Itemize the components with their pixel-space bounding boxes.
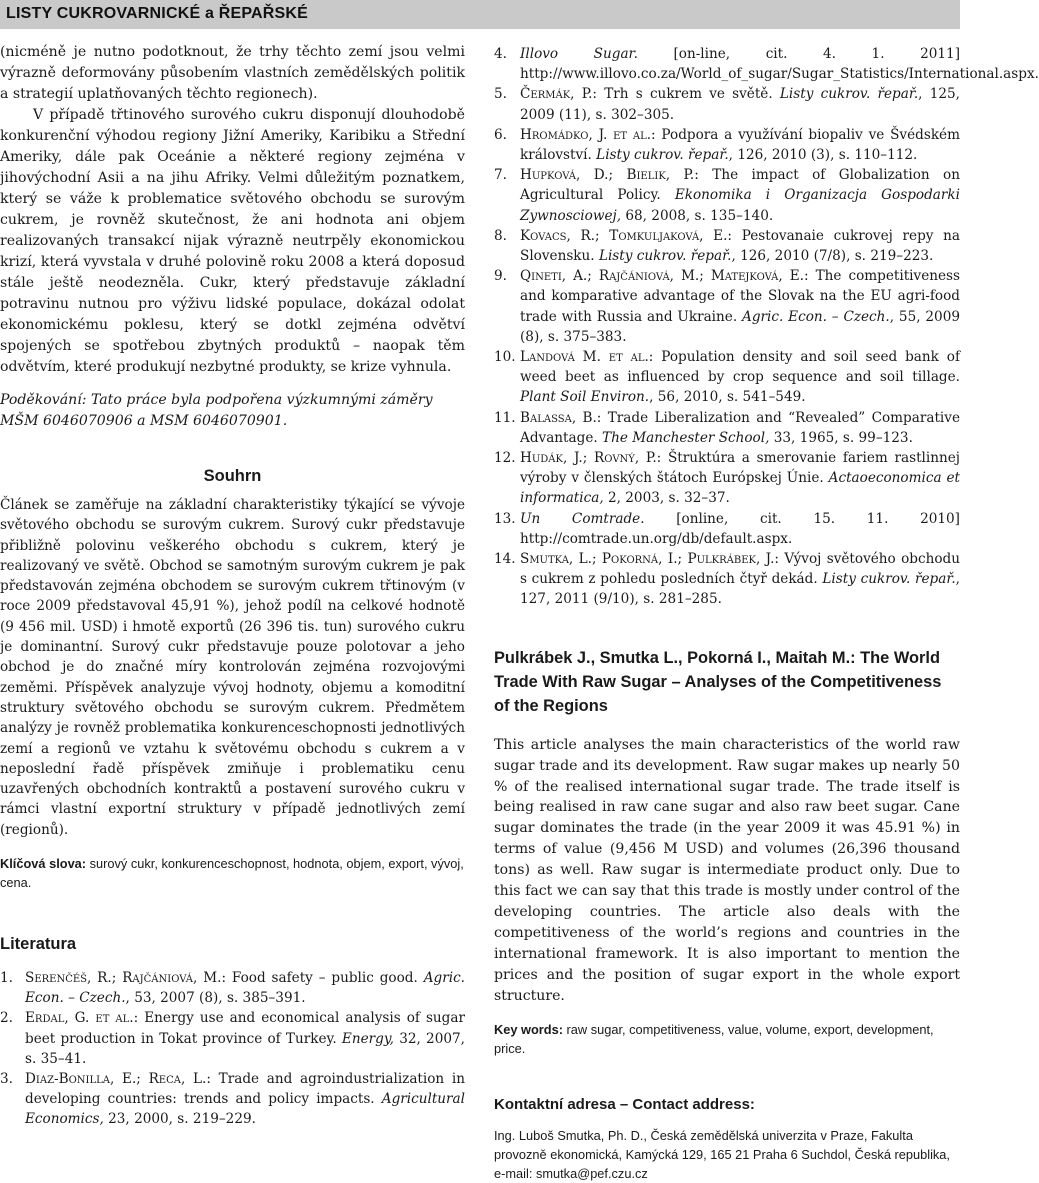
reference-item [494, 125, 960, 165]
reference-number: 12. [494, 450, 516, 467]
reference-number: 9. [494, 268, 507, 285]
reference-journal: Agricultural Economics, [25, 1091, 465, 1128]
reference-title: [online, cit. 15. 11. 2010] http://comtrade.un.org/db/default.aspx. [520, 510, 960, 547]
reference-number: 2. [0, 1010, 13, 1027]
reference-details: , 53, 2007 (8), s. 385–391. [125, 990, 306, 1007]
summary-text: Článek se zaměřuje na základní charakteristiky týkající se vývoje světového obchodu se surovým cukrem. Surový cukr představuje přibližně polovinu veškerého obchodu s cukrem, který je realizovaný ve světě. Obchod se samotným surovým cukrem je pak představován zejména obchodem se surovým cukrem třtinovým (v roce 2009 představoval 45,91 %), jehož podíl na celkové hodnotě (9 456 mil. USD) i hmotě exportů (26 396 tis. tun) surového cukru je dominantní. Surový cukr představuje pouze polotovar a jeho obchod je do značné míry kontrolován zejména rozvojovými zeměmi. Příspěvek analyzuje vývoj hodnoty, objemu a komoditní struktury světového obchodu se surovým cukrem. Předmětem analýzy je rovněž problematika konkurenceschopnosti jednotlivých zemí a regionů ve vztahu k světovému obchodu s cukrem a v neposlední řadě příspěvek zmiňuje i problematiku cenu uzavřených obchodních kontraktů a postavení surového cukru v rámci vlastní exportní struktury v případě jednotlivých zemí (regionů). [0, 497, 465, 838]
reference-details: , 56, 2010, s. 541–549. [649, 389, 806, 406]
english-abstract: This article analyses the main characteristics of the world raw sugar trade and its development. Raw sugar makes up nearly 50 % of the realised international sugar trade. The trade itself is being realised in raw cane sugar and also raw beet sugar. Cane sugar dominates the trade (in the year 2009 it was 45.91 %) in terms of value (9,456 M USD) and volumes (26,396 thousand tons) as well. Raw sugar is intermediate product only. Due to this fact we can say that this trade is mostly under control of the developing countries. The article also deals with the competitiveness of the world’s regions and countries in the international framework. It is also important to mention the prices and the position of sugar export in the whole export structure. [494, 736, 960, 1004]
reference-title: The competitiveness and komparative advantage of the Slovak na the EU agri-food trade with Russia and Ukraine. [520, 268, 960, 325]
reference-journal: Actaoeconomica et informatica, [520, 470, 960, 507]
reference-authors: Smutka, L.; Pokorná, I.; Pulkrábek, J.: [520, 551, 779, 568]
reference-details: , 55, 2009 (8), s. 375–383. [520, 308, 960, 345]
literature-heading: Literatura [0, 935, 77, 954]
reference-title: Podpora a využívání biopaliv ve Švédském království. [520, 126, 960, 164]
keywords-text: raw sugar, competitiveness, value, volume, export, development, price. [494, 1022, 934, 1057]
keywords-text: surový cukr, konkurenceschopnost, hodnota, objem, export, vývoj, cena. [0, 856, 464, 891]
reference-number: 14. [494, 551, 516, 568]
reference-title: Food safety – public good. [226, 970, 424, 987]
reference-item [494, 84, 960, 124]
reference-journal: Listy cukrov. řepař. [822, 571, 956, 588]
reference-item [494, 448, 960, 509]
reference-number: 7. [494, 167, 507, 184]
reference-title: The impact of Globalization on Agricultural Policy. [520, 167, 961, 204]
reference-title: Energy use and economical analysis of sugar beet production in Tokat province of Turkey. [25, 1010, 465, 1047]
reference-details: 23, 2000, s. 219–229. [103, 1111, 256, 1128]
contact-address: Ing. Luboš Smutka, Ph. D., Česká zemědělská univerzita v Praze, Fakulta provozně ekonomická, Kamýcká 129, 165 21 Praha 6 Suchdol, Česká republika, e-mail: smutka@pef.czu.cz [494, 1128, 950, 1182]
reference-details: 2, 2003, s. 32–37. [603, 490, 730, 507]
reference-details: , 126, 2010 (7/8), s. 219–223. [731, 248, 934, 265]
reference-item [494, 44, 1039, 84]
reference-journal: Listy cukrov. řepař. [779, 86, 919, 103]
reference-authors: Kovacs, R.; Tomkuljaková, E.: [520, 227, 733, 244]
reference-number: 3. [0, 1071, 13, 1088]
reference-title: Štruktúra a smerovanie fariem rastlinnej výroby v členských štátoch Európskej Únie. [520, 450, 960, 487]
reference-title: Trh s cukrem ve světě. [597, 86, 780, 103]
keywords-label: Klíčová slova: [0, 856, 87, 872]
keywords-en [494, 1020, 960, 1058]
reference-title: [on-line, cit. 4. 1. 2011] http://www.illovo.co.za/World_of_sugar/Sugar_Statistics/International.aspx. [520, 46, 1039, 83]
reference-item [494, 165, 960, 226]
reference-details: 68, 2008, s. 135–140. [621, 207, 774, 224]
reference-journal: Energy, [341, 1030, 395, 1047]
acknowledgement: Poděkování: Tato práce byla podpořena výzkumnými záměry MŠM 6046070906 a MSM 6046070901. [0, 392, 433, 429]
reference-journal: Listy cukrov. řepař. [598, 248, 732, 265]
reference-item [494, 549, 960, 610]
running-header [0, 0, 960, 29]
reference-number: 5. [494, 86, 507, 103]
reference-number: 13. [494, 510, 516, 527]
reference-title: Pestovanaie cukrovej repy na Slovensku. [520, 227, 960, 265]
keywords-label: Key words: [494, 1022, 563, 1038]
keywords-cz [0, 854, 465, 892]
reference-item [494, 408, 960, 448]
paragraph-continuation: (nicméně je nutno podotknout, že trhy těchto zemí jsou velmi výrazně deformovány působením vlastních zemědělských politik a strategií uplatňovaných těchto regionech). [0, 44, 465, 102]
english-title: Pulkrábek J., Smutka L., Pokorná I., Maitah M.: The World Trade With Raw Sugar – Analyses of the Competitiveness of the Regions [494, 648, 942, 715]
reference-item [494, 509, 960, 549]
reference-authors: Qineti, A.; Rajčániová, M.; Matejková, E.: [520, 268, 809, 285]
reference-title: Trade and agroindustrialization in developing countries: trends and policy impacts. [25, 1071, 465, 1108]
reference-journal: Agric. Econ. – Czech. [25, 970, 466, 1007]
reference-journal: Listy cukrov. řepař. [596, 147, 729, 164]
reference-item [0, 1008, 465, 1069]
reference-number: 11. [494, 409, 516, 426]
reference-authors: Čermák, P.: [520, 86, 597, 103]
reference-details: , 126, 2010 (3), s. 110–112. [728, 147, 918, 164]
reference-details: , 125, 2009 (11), s. 302–305. [520, 86, 960, 123]
reference-details: 32, 2007, s. 35–41. [25, 1030, 465, 1067]
reference-authors: Landová M. et al.: [520, 349, 654, 366]
reference-journal: Ekonomika i Organizacja Gospodarki Zywnosciowej, [520, 187, 960, 224]
reference-journal: The Manchester School, [602, 429, 770, 446]
journal-title: LISTY CUKROVARNICKÉ a ŘEPAŘSKÉ [6, 5, 309, 22]
reference-title: Population density and soil seed bank of weed beet as influenced by crop sequence and soil tillage. [520, 349, 960, 386]
reference-source: Un Comtrade. [520, 510, 645, 527]
reference-item [0, 968, 465, 1008]
reference-details: , 127, 2011 (9/10), s. 281–285. [520, 571, 960, 608]
reference-journal: Agric. Econ. – Czech. [742, 308, 890, 325]
reference-list-right [494, 44, 1039, 610]
reference-title: Trade Liberalization and “Revealed” Comparative Advantage. [520, 409, 960, 446]
right-column [494, 44, 1039, 1183]
reference-authors: Diaz-Bonilla, E.; Reca, L.: [25, 1071, 211, 1088]
reference-authors: Hudák, J.; Rovný, P.: [520, 450, 662, 467]
reference-details: 33, 1965, s. 99–123. [769, 429, 913, 446]
reference-authors: Hupková, D.; Bielik, P.: [520, 167, 699, 184]
contact-heading: Kontaktní adresa – Contact address: [494, 1096, 755, 1114]
reference-number: 4. [494, 46, 507, 62]
reference-authors: Serenčéš, R.; Rajčániová, M.: [25, 970, 227, 987]
reference-item [494, 226, 960, 266]
reference-item [494, 347, 960, 408]
reference-number: 1. [0, 970, 13, 987]
reference-number: 8. [494, 227, 507, 244]
reference-list-left [0, 968, 465, 1130]
reference-item [494, 266, 960, 347]
reference-number: 6. [494, 126, 507, 143]
reference-journal: Plant Soil Environ. [520, 389, 650, 406]
reference-authors: Erdal, G. et al.: [25, 1010, 139, 1027]
reference-item [0, 1069, 465, 1130]
reference-title: Vývoj světového obchodu s cukrem z pohledu posledních čtyř dekád. [520, 551, 960, 588]
paragraph-cane-sugar: V případě třtinového surového cukru disponují dlouhodobě konkurenční výhodou regiony Jižní Ameriky, Karibiku a Střední Ameriky, dále pak Oceánie a některé regiony zejména v jihovýchodní Asii a na jihu Afriky. Velmi důležitým poznatkem, který se váže k problematice světového obchodu se surovým cukrem, je rovněž skutečnost, že ani hodnota ani objem realizovaných transakcí nijak výrazně neutrpěly ekonomickou krizí, která vyvstala v druhé polovině roku 2008 a která doposud stále ještě neodezněla. Cukr, který představuje základní potravinu nutnou pro výživu lidské populace, dokázal odolat ekonomickému poklesu, který se dotkl zejména odvětví spojených se spotřebou zbytných produktů – naopak těm odvětvím, které produkují nezbytné produkty, se krize vyhnula. [0, 107, 465, 375]
reference-authors: Hromádko, J. et al.: [520, 126, 656, 143]
reference-source: Illovo Sugar. [520, 46, 638, 62]
summary-heading: Souhrn [203, 467, 262, 485]
reference-authors: Balassa, B.: [520, 409, 602, 426]
reference-number: 10. [494, 349, 516, 366]
left-column [0, 42, 465, 1130]
